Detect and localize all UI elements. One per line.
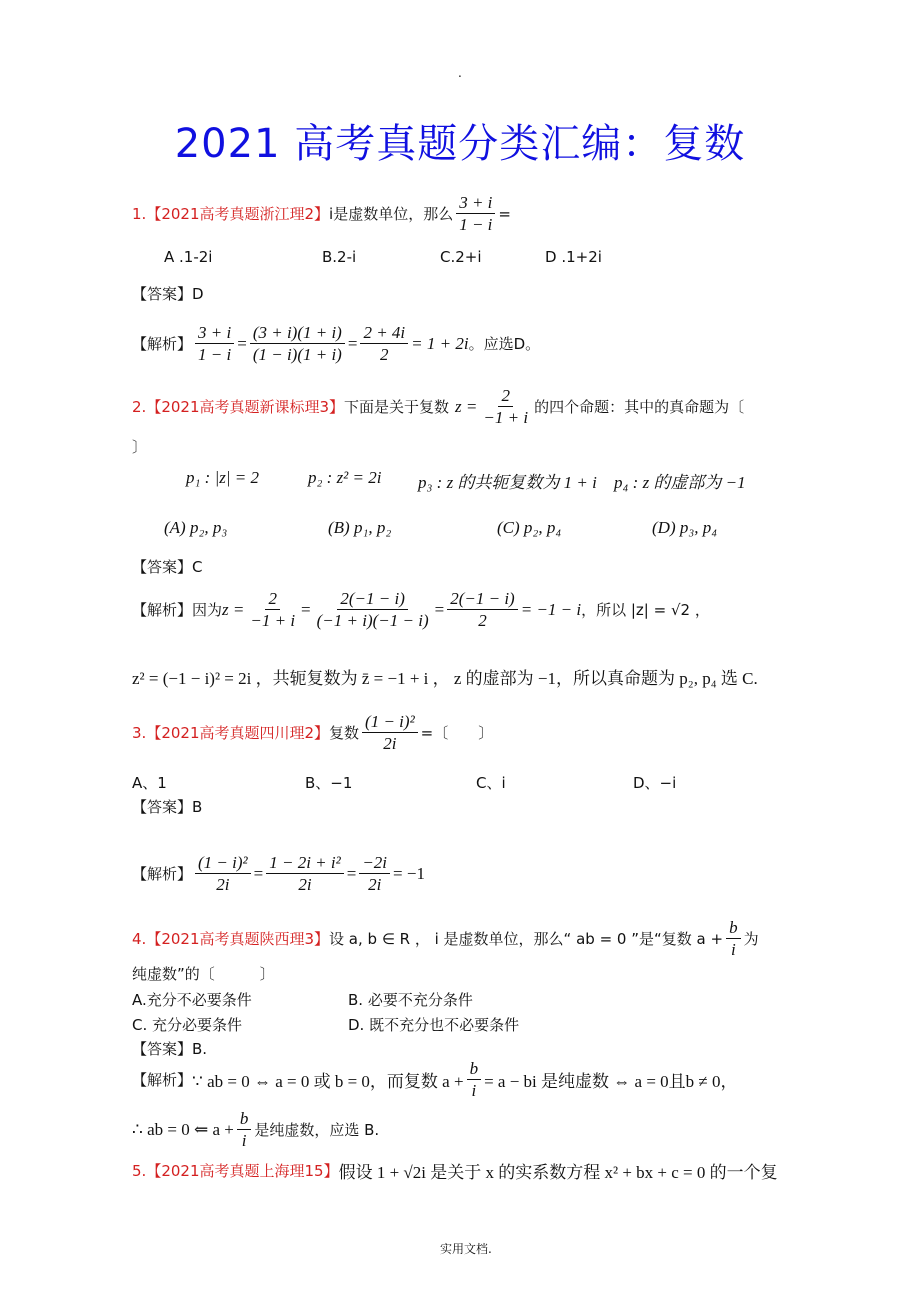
analysis-text: ，所以 |z| = √2 ， <box>581 601 710 619</box>
analysis-conclusion: 。应选D。 <box>468 335 541 353</box>
answer-label: 【答案】 <box>132 558 193 576</box>
question-number: 2. <box>132 397 147 416</box>
fraction: $\frac{b}{i}$ <box>237 1108 252 1151</box>
question-stem-tail: 为 <box>743 930 759 948</box>
option-d: (D) p₃, p₄ <box>652 518 718 537</box>
analysis-label: 【解析】 <box>132 1071 193 1089</box>
proposition-p4: p₄ : z 的虚部为 −1 <box>614 473 746 492</box>
question-3 <box>132 711 493 754</box>
answer-value: D <box>192 285 204 303</box>
option-c: C、i <box>476 774 506 792</box>
fraction: $\frac{3 + i}{1 - i}$ <box>195 322 234 365</box>
analysis-line <box>132 588 710 631</box>
math-expression: z = <box>222 599 245 619</box>
question-stem: 复数 <box>329 724 360 742</box>
question-source-tag: 【2021高考真题浙江理2】 <box>146 205 330 223</box>
question-stem-tail: =〔 〕 <box>420 724 494 742</box>
fraction: $\frac{2(-1 - i)}{(-1 + i)(-1 - i)}$ <box>316 589 429 630</box>
analysis-line <box>132 1058 737 1101</box>
math-expression: = −1 <box>393 863 425 883</box>
question-stem: 假设 1 + √2i 是关于 x 的实系数方程 x² + bx + c = 0 的一个复 <box>338 1163 778 1182</box>
proposition-p1: p₁ : |z| = 2 <box>186 468 260 487</box>
analysis-text: 是纯虚数，应选 B. <box>254 1121 380 1139</box>
answer-line <box>132 796 202 817</box>
fraction: $\frac{\text{1 − 2i + i²}}{2i}$ <box>266 852 344 895</box>
option-d: D .1+2i <box>545 248 602 266</box>
equals-sign: = <box>237 333 247 353</box>
question-source-tag: 【2021高考真题四川理2】 <box>146 724 330 742</box>
option-a: A、1 <box>132 774 167 792</box>
answer-line <box>132 556 203 577</box>
analysis-label: 【解析】 <box>132 601 193 619</box>
math-expression: z = <box>455 396 478 416</box>
question-source-tag: 【2021高考真题陕西理3】 <box>146 930 330 948</box>
analysis-line-2 <box>132 1108 379 1151</box>
analysis-label: 【解析】 <box>132 335 193 353</box>
option-b: B. 必要不充分条件 <box>348 991 473 1009</box>
question-stem-tail: 的四个命题：其中的真命题为〔 <box>534 398 745 416</box>
question-1 <box>132 192 511 235</box>
analysis-line <box>132 322 540 365</box>
option-c: C. 充分必要条件 <box>132 1016 243 1034</box>
equals-sign: = <box>301 599 311 619</box>
fraction: $\frac{2 + 4i}{2}$ <box>360 322 408 365</box>
option-c: (C) p₂, p₄ <box>497 518 562 537</box>
analysis-text: 因为 <box>192 601 223 619</box>
answer-value: B <box>192 798 203 816</box>
option-d: D、−i <box>633 774 677 792</box>
equals-sign: = <box>253 863 264 883</box>
question-4 <box>132 917 759 960</box>
option-d: D. 既不充分也不必要条件 <box>348 1016 520 1034</box>
question-stem: i是虚数单位，那么 <box>329 205 454 223</box>
page-footer: 实用文档. <box>440 1242 492 1256</box>
fraction: $\frac{2(-1 - i)}{2}$ <box>447 588 518 631</box>
analysis-line-2: z² = (−1 − i)² = 2i ，共轭复数为 z̄ = −1 + i ， z 的虚部为 −1，所以真命题为 p₂, p₄ 选 C. <box>132 669 758 688</box>
option-a: A.充分不必要条件 <box>132 991 252 1009</box>
option-a: (A) p₂, p₃ <box>164 518 228 537</box>
answer-label: 【答案】 <box>132 798 193 816</box>
proposition-p2: p₂ : z² = 2i <box>308 468 382 487</box>
option-b: (B) p₁, p₂ <box>328 518 392 537</box>
question-2 <box>132 385 744 428</box>
equals-sign: = <box>347 333 358 353</box>
question-stem: 设 a, b ∈ R ， i 是虚数单位，那么“ ab = 0 ”是“复数 a + <box>329 930 724 948</box>
equals-sign: = <box>346 863 357 883</box>
question-number: 4. <box>132 929 147 948</box>
question-5 <box>132 1158 778 1183</box>
fraction: $\frac{b}{i}$ <box>726 917 741 960</box>
fraction: $\frac{b}{i}$ <box>467 1058 482 1101</box>
page-title: 2021 高考真题分类汇编：复数 <box>174 121 746 167</box>
question-number: 3. <box>132 723 147 742</box>
answer-label: 【答案】 <box>132 285 193 303</box>
option-a: A .1-2i <box>164 248 213 266</box>
equals-sign: = <box>498 204 511 223</box>
question-stem-close: 〕 <box>132 438 148 456</box>
question-stem: 下面是关于复数 <box>344 398 450 416</box>
fraction: $\frac{\text{(1 − i)²}}{2i}$ <box>362 711 418 754</box>
fraction: $\frac{3 + i}{1 - i}$ <box>456 192 495 235</box>
math-expression: = 1 + 2i <box>411 333 469 353</box>
analysis-label: 【解析】 <box>132 865 193 883</box>
answer-label: 【答案】 <box>132 1040 193 1058</box>
math-expression: = −1 − i <box>520 599 582 619</box>
answer-value: C <box>192 558 203 576</box>
answer-line <box>132 1038 207 1059</box>
analysis-line <box>132 852 425 895</box>
proposition-p3: p₃ : z 的共轭复数为 1 + i <box>418 473 597 492</box>
analysis-text: ∵ ab = 0 ⇔ a = 0 或 b = 0，而复数 a + <box>192 1072 464 1091</box>
fraction: $\frac{-2i}{2i}$ <box>359 852 390 895</box>
analysis-text: ∴ ab = 0 ⇐ a + <box>132 1119 234 1139</box>
question-stem-line-2: 纯虚数”的〔 〕 <box>132 965 275 983</box>
header-dot: . <box>458 66 462 80</box>
answer-value: B. <box>192 1040 208 1058</box>
question-source-tag: 【2021高考真题新课标理3】 <box>146 398 345 416</box>
fraction: $\frac{2}{-1 + i}$ <box>483 386 529 427</box>
question-number: 5. <box>132 1161 147 1180</box>
option-b: B、−1 <box>305 774 353 792</box>
question-number: 1. <box>132 204 147 223</box>
fraction: $\frac{2}{-1 + i}$ <box>250 589 296 630</box>
answer-line <box>132 283 204 304</box>
fraction: $\frac{\text{(1 − i)²}}{2i}$ <box>195 852 251 895</box>
option-c: C.2+i <box>440 248 482 266</box>
analysis-text: = a − bi 是纯虚数 ⇔ a = 0且b ≠ 0， <box>484 1072 738 1091</box>
equals-sign: = <box>434 599 445 619</box>
question-source-tag: 【2021高考真题上海理15】 <box>146 1162 339 1180</box>
fraction: $\frac{(3 + i)(1 + i)}{(1 - i)(1 + i)}$ <box>250 322 345 365</box>
option-b: B.2-i <box>322 248 357 266</box>
